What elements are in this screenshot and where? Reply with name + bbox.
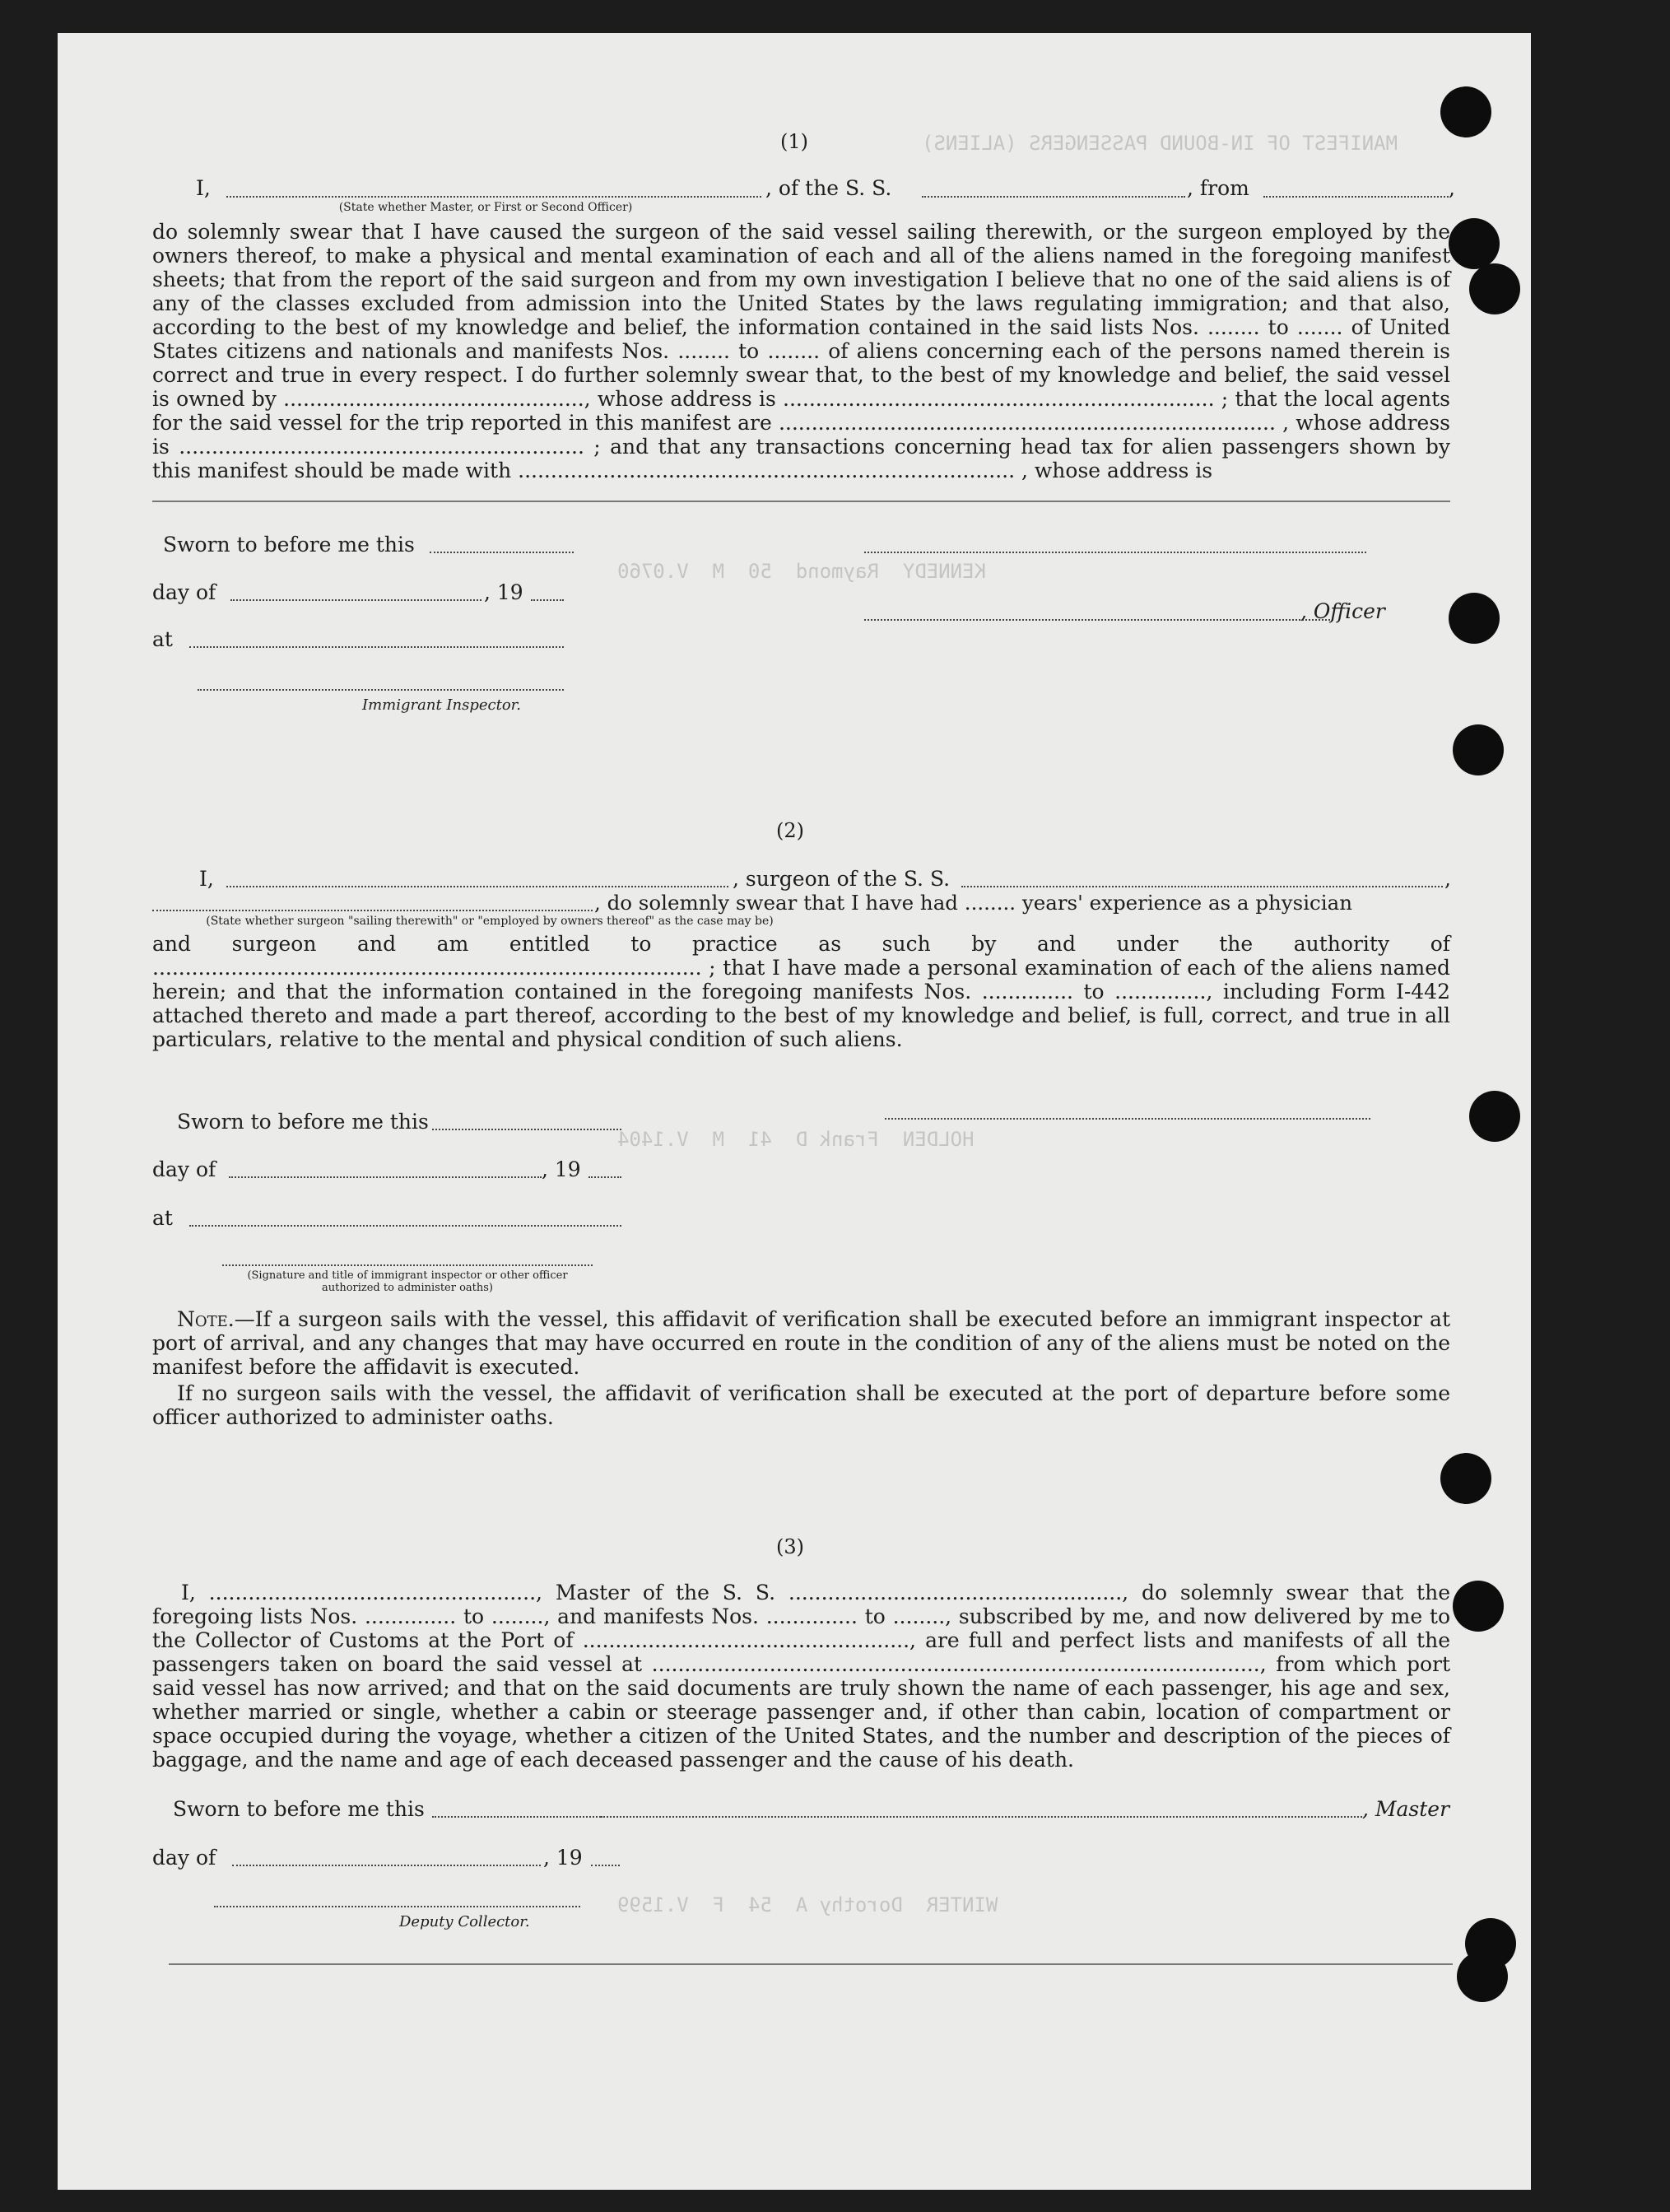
bleed-through-text: HOLDEN Frank D 41 M V.1404 xyxy=(617,1128,975,1151)
section-1-at: at xyxy=(152,627,173,651)
section-2-note xyxy=(152,1307,1450,1379)
year-blank-2 xyxy=(588,1176,621,1178)
section-3-master: , Master xyxy=(1362,1797,1450,1821)
section-1-caption: (State whether Master, or First or Second Officer) xyxy=(338,201,633,214)
sworn-date-blank-2 xyxy=(432,1129,621,1130)
section-3-number: (3) xyxy=(776,1535,804,1558)
sworn-date-blank xyxy=(430,552,574,553)
day-blank-2 xyxy=(229,1176,542,1178)
officer-signature-blank-top xyxy=(864,552,1366,553)
bleed-through-text: WINTER Dorothy A 54 F V.1599 xyxy=(617,1893,998,1916)
section-2-surgeon-of: , surgeon of the S. S. xyxy=(733,867,951,891)
section-1-sworn: Sworn to before me this xyxy=(163,533,415,556)
surgeon-status-blank xyxy=(152,910,593,911)
section-1-inspector: Immigrant Inspector. xyxy=(362,696,522,714)
section-2-note-2: If no surgeon sails with the vessel, the affidavit of verification shall be executed at the port of departure before some officer authorized to administer oaths. xyxy=(152,1381,1450,1429)
section-2-caption: (State whether surgeon "sailing therewith" or "employed by owners thereof" as the case may be) xyxy=(206,915,774,928)
section-1-of-ss: , of the S. S. xyxy=(765,176,892,200)
section-2-comma: , xyxy=(1444,867,1451,891)
section-1-day-of: day of xyxy=(152,580,216,604)
section-1-i: I, xyxy=(196,176,211,200)
section-1-oath-text: do solemnly swear that I have caused the surgeon of the said vessel sailing therewith, or the surgeon employed by the owners thereof, to make a physical and mental examination of each and all of the aliens named in the foregoing manifest sheets; that from the report of the said surgeon and from my own investigation I believe that no one of the said aliens is of any of the classes excluded from admission into the United States by the laws regulating immigration; and that also, according to the best of my knowledge and belief, the information contained in the said lists Nos. ........ to ....... of United States citizens and nationals and manifests Nos. ........ to ........ of aliens concerning each of the persons named therein is correct and true in every respect. I do further solemnly swear that, to the best of my knowledge and belief, the said vessel is owned by .............................................., whose address is .................................................................. ; that the local agents for the said vessel for the trip reported in this manifest are ............................................................................ , whose address is .............................................................. ; and that any transactions concerning head tax for alien passengers shown by this manifest should be made with ............................................................................ , whose address is xyxy=(152,220,1450,482)
section-2-do-swear: , do solemnly swear that I have had ........ years' experience as a physician xyxy=(594,891,1352,915)
punch-hole xyxy=(1449,218,1500,269)
inspector-signature-blank-2 xyxy=(885,1118,1370,1120)
section-3-sworn: Sworn to before me this xyxy=(173,1797,425,1821)
officer-signature-blank xyxy=(864,619,1333,621)
section-1-year: , 19 xyxy=(484,580,523,604)
note-text: —If a surgeon sails with the vessel, this affidavit of verification shall be executed before an immigrant inspector at port of arrival, and any changes that may have occurred en route in the condition of any of the aliens must be noted on the manifest before the affidavit is executed. xyxy=(152,1307,1450,1379)
master-signature-blank xyxy=(601,1816,1362,1818)
punch-hole xyxy=(1453,1581,1504,1632)
surgeon-name-blank xyxy=(226,886,728,887)
section-2-sworn: Sworn to before me this xyxy=(177,1110,429,1134)
section-2-oath-text: and surgeon and am entitled to practice as such by and under the authority of .................................................................................... ; that I have made a personal examination of each of the aliens named herein; and that the information contained in the foregoing manifests Nos. .............. to .............., including Form I-442 attached thereto and made a part thereof, according to the best of my knowledge and belief, is full, correct, and true in all particulars, relative to the mental and physical condition of such aliens. xyxy=(152,932,1450,1051)
bottom-separator xyxy=(169,1963,1453,1965)
punch-hole xyxy=(1469,263,1520,314)
day-blank xyxy=(230,599,481,601)
manifest-page xyxy=(58,33,1531,2190)
punch-hole xyxy=(1440,1453,1491,1504)
sworn-date-blank-3 xyxy=(432,1816,601,1818)
ship-name-blank xyxy=(922,196,1185,198)
section-2-number: (2) xyxy=(776,819,804,842)
deputy-signature-blank xyxy=(214,1906,580,1907)
section-2-day-of: day of xyxy=(152,1157,216,1181)
section-1-officer: , Officer xyxy=(1300,599,1385,623)
section-3-day-of: day of xyxy=(152,1846,216,1870)
inspector-signature-blank xyxy=(198,689,564,691)
departure-port-blank xyxy=(1263,196,1449,198)
signature-blank-2 xyxy=(222,1264,593,1266)
rank-blank xyxy=(226,196,761,198)
section-3-deputy: Deputy Collector. xyxy=(399,1913,530,1930)
section-1-number: (1) xyxy=(780,130,808,153)
punch-hole xyxy=(1469,1091,1520,1142)
section-2-year: , 19 xyxy=(542,1157,581,1181)
section-3-year: , 19 xyxy=(543,1846,583,1870)
bleed-through-text: MANIFEST OF IN-BOUND PASSENGERS (ALIENS) xyxy=(922,132,1398,155)
year-blank-3 xyxy=(591,1865,620,1866)
section-2-signature-caption: (Signature and title of immigrant inspector or other officer authorized to administer oaths) xyxy=(247,1269,568,1294)
separator-line xyxy=(152,501,1450,502)
day-blank-3 xyxy=(232,1865,541,1866)
section-1-comma: , xyxy=(1449,176,1455,200)
punch-hole xyxy=(1453,724,1504,775)
punch-hole xyxy=(1440,86,1491,137)
punch-hole xyxy=(1457,1951,1508,2002)
place-blank-2 xyxy=(189,1225,621,1227)
punch-hole xyxy=(1449,593,1500,644)
section-3-oath-text: I, .................................................., Master of the S. S. ..................................................., do solemnly swear that the foregoing lists Nos. .............. to ........, and manifests Nos. .............. to ........, subscribed by me, and now delivered by me to the Collector of Customs at the Port of .................................................., are full and perfect lists and manifests of all the passengers taken on board the said vessel at ............................................................................................., from which port said vessel has now arrived; and that on the said documents are truly shown the name of each passenger, his age and sex, whether married or single, whether a cabin or steerage passenger and, if other than cabin, location of compartment or space occupied during the voyage, whether a citizen of the United States, and the number and description of the pieces of baggage, and the name and age of each deceased passenger and the cause of his death. xyxy=(152,1581,1450,1772)
note-label: Note. xyxy=(177,1307,235,1331)
surgeon-ship-blank xyxy=(961,886,1443,887)
place-blank xyxy=(189,646,564,648)
year-blank xyxy=(531,599,564,601)
section-2-at: at xyxy=(152,1206,173,1230)
section-1-from: , from xyxy=(1187,176,1249,200)
bleed-through-text: KENNEDY Raymond 50 M V.0760 xyxy=(617,560,986,583)
section-2-i: I, xyxy=(199,867,214,891)
